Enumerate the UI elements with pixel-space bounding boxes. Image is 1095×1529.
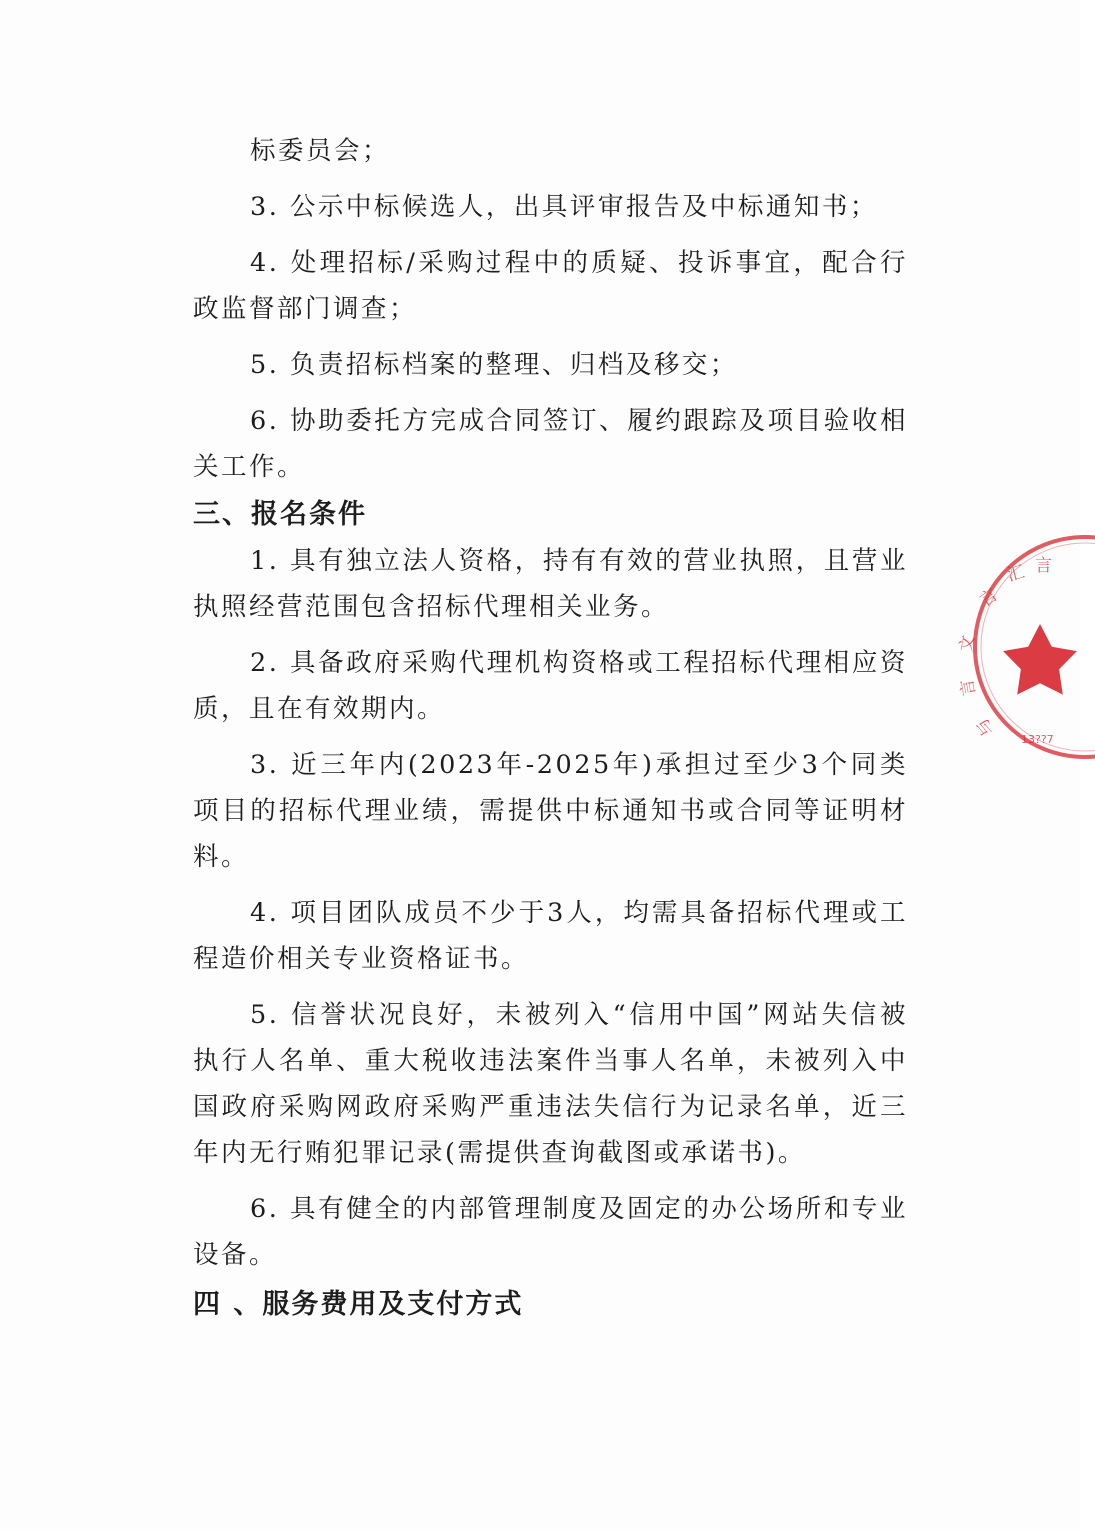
section-heading: 四 、服务费用及支付方式	[193, 1289, 524, 1320]
svg-text:言: 言	[957, 677, 980, 698]
paragraph: 2. 具备政府采购代理机构资格或工程招标代理相应资质，且在有效期内。	[193, 648, 908, 724]
svg-text:汇: 汇	[1005, 562, 1027, 586]
paragraph: 标委员会；	[250, 136, 391, 166]
paragraph: 3. 公示中标候选人，出具评审报告及中标通知书；	[250, 192, 878, 222]
seal-star-icon	[1003, 624, 1077, 695]
svg-text:言: 言	[1035, 556, 1052, 576]
paragraph: 6. 协助委托方完成合同签订、履约跟踪及项目验收相关工作。	[193, 406, 908, 482]
paragraph: 3. 近三年内(2023年-2025年)承担过至少3个同类项目的招标代理业绩，需提供中标通知书或合同等证明材料。	[193, 750, 908, 872]
svg-text:文: 文	[956, 633, 979, 654]
svg-text:与: 与	[972, 713, 999, 740]
red-seal-stamp-icon	[956, 535, 1095, 765]
paragraph: 4. 处理招标/采购过程中的质疑、投诉事宜，配合行政监督部门调查；	[193, 248, 908, 324]
section-heading: 三、报名条件	[193, 499, 367, 530]
paragraph: 5. 信誉状况良好，未被列入“信用中国”网站失信被执行人名单、重大税收违法案件当事人名单，未被列入中国政府采购网政府采购严重违法失信行为记录名单，近三年内无行贿犯罪记录(需提供查询截图或承诺书)。	[193, 1000, 908, 1168]
paragraph: 6. 具有健全的内部管理制度及固定的办公场所和专业设备。	[193, 1194, 908, 1270]
svg-text:言: 言	[976, 584, 1002, 612]
svg-text:13??7: 13??7	[1021, 733, 1054, 746]
document-body	[193, 128, 908, 1328]
paragraph: 5. 负责招标档案的整理、归档及移交；	[250, 350, 738, 380]
paragraph: 1. 具有独立法人资格，持有有效的营业执照，且营业执照经营范围包含招标代理相关业务。	[193, 546, 908, 622]
paragraph: 4. 项目团队成员不少于3人，均需具备招标代理或工程造价相关专业资格证书。	[193, 898, 908, 974]
